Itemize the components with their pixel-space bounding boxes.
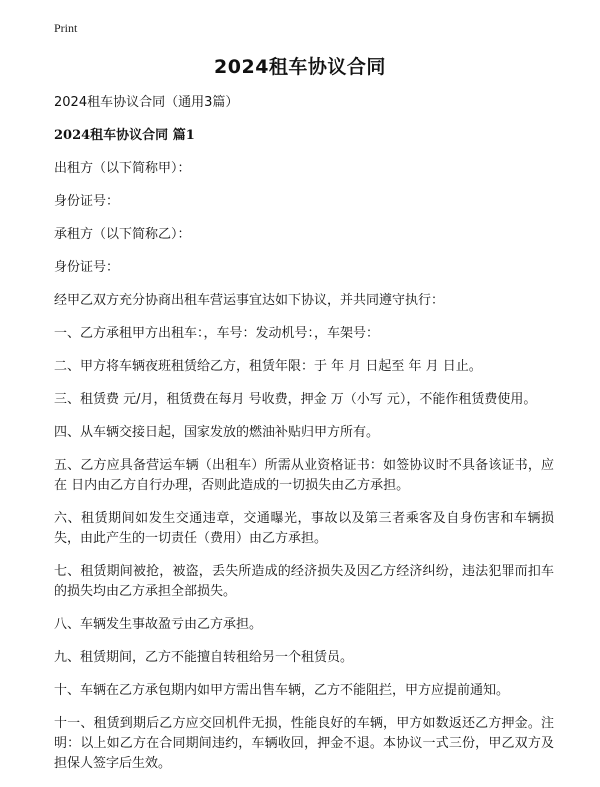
clause-5: 五、乙方应具备营运车辆（出租车）所需从业资格证书：如签协议时不具备该证书，应在 日内由乙方自行办理，否则此造成的一切损失由乙方承担。 <box>54 458 554 493</box>
clause-2: 二、甲方将车辆夜班租赁给乙方，租赁年限：于 年 月 日起至 年 月 日止。 <box>54 359 482 374</box>
lessee-line: 承租方（以下简称乙）： <box>54 227 191 242</box>
clause-8: 八、车辆发生事故盈亏由乙方承担。 <box>54 617 263 632</box>
lessor-id-line: 身份证号： <box>54 194 120 209</box>
section-heading: 2024租车协议合同 篇1 <box>54 128 195 143</box>
document-title: 2024租车协议合同 <box>214 56 386 78</box>
clause-3: 三、租赁费 元/月，租赁费在每月 号收费，押金 万（小写 元），不能作租赁费使用。 <box>54 392 537 407</box>
agreement-intro: 经甲乙双方充分协商出租车营运事宜达如下协议，并共同遵守执行： <box>54 293 445 308</box>
print-link[interactable]: Print <box>54 21 78 35</box>
clause-9: 九、租赁期间，乙方不能擅自转租给另一个租赁员。 <box>54 650 354 665</box>
clause-11: 十一、租赁到期后乙方应交回机件无损，性能良好的车辆，甲方如数返还乙方押金。注明：以上如乙方在合同期间违约，车辆收回，押金不退。本协议一式三份，甲乙双方及担保人签字后生效。 <box>54 716 554 771</box>
document-body <box>54 93 554 787</box>
document-subtitle: 2024租车协议合同（通用3篇） <box>54 95 239 110</box>
clause-4: 四、从车辆交接日起，国家发放的燃油补贴归甲方所有。 <box>54 425 380 440</box>
clause-10: 十、车辆在乙方承包期内如甲方需出售车辆，乙方不能阻拦，甲方应提前通知。 <box>54 683 510 698</box>
clause-7: 七、租赁期间被抢，被盗，丢失所造成的经济损失及因乙方经济纠纷，违法犯罪而扣车的损失均由乙方承担全部损失。 <box>54 564 554 599</box>
lessor-line: 出租方（以下简称甲）： <box>54 161 191 176</box>
lessee-id-line: 身份证号： <box>54 260 120 275</box>
clause-6: 六、租赁期间如发生交通违章，交通曝光，事故以及第三者乘客及自身伤害和车辆损失，由此产生的一切责任（费用）由乙方承担。 <box>54 511 554 546</box>
clause-1: 一、乙方承租甲方出租车：，车号：发动机号：，车架号： <box>54 326 380 341</box>
